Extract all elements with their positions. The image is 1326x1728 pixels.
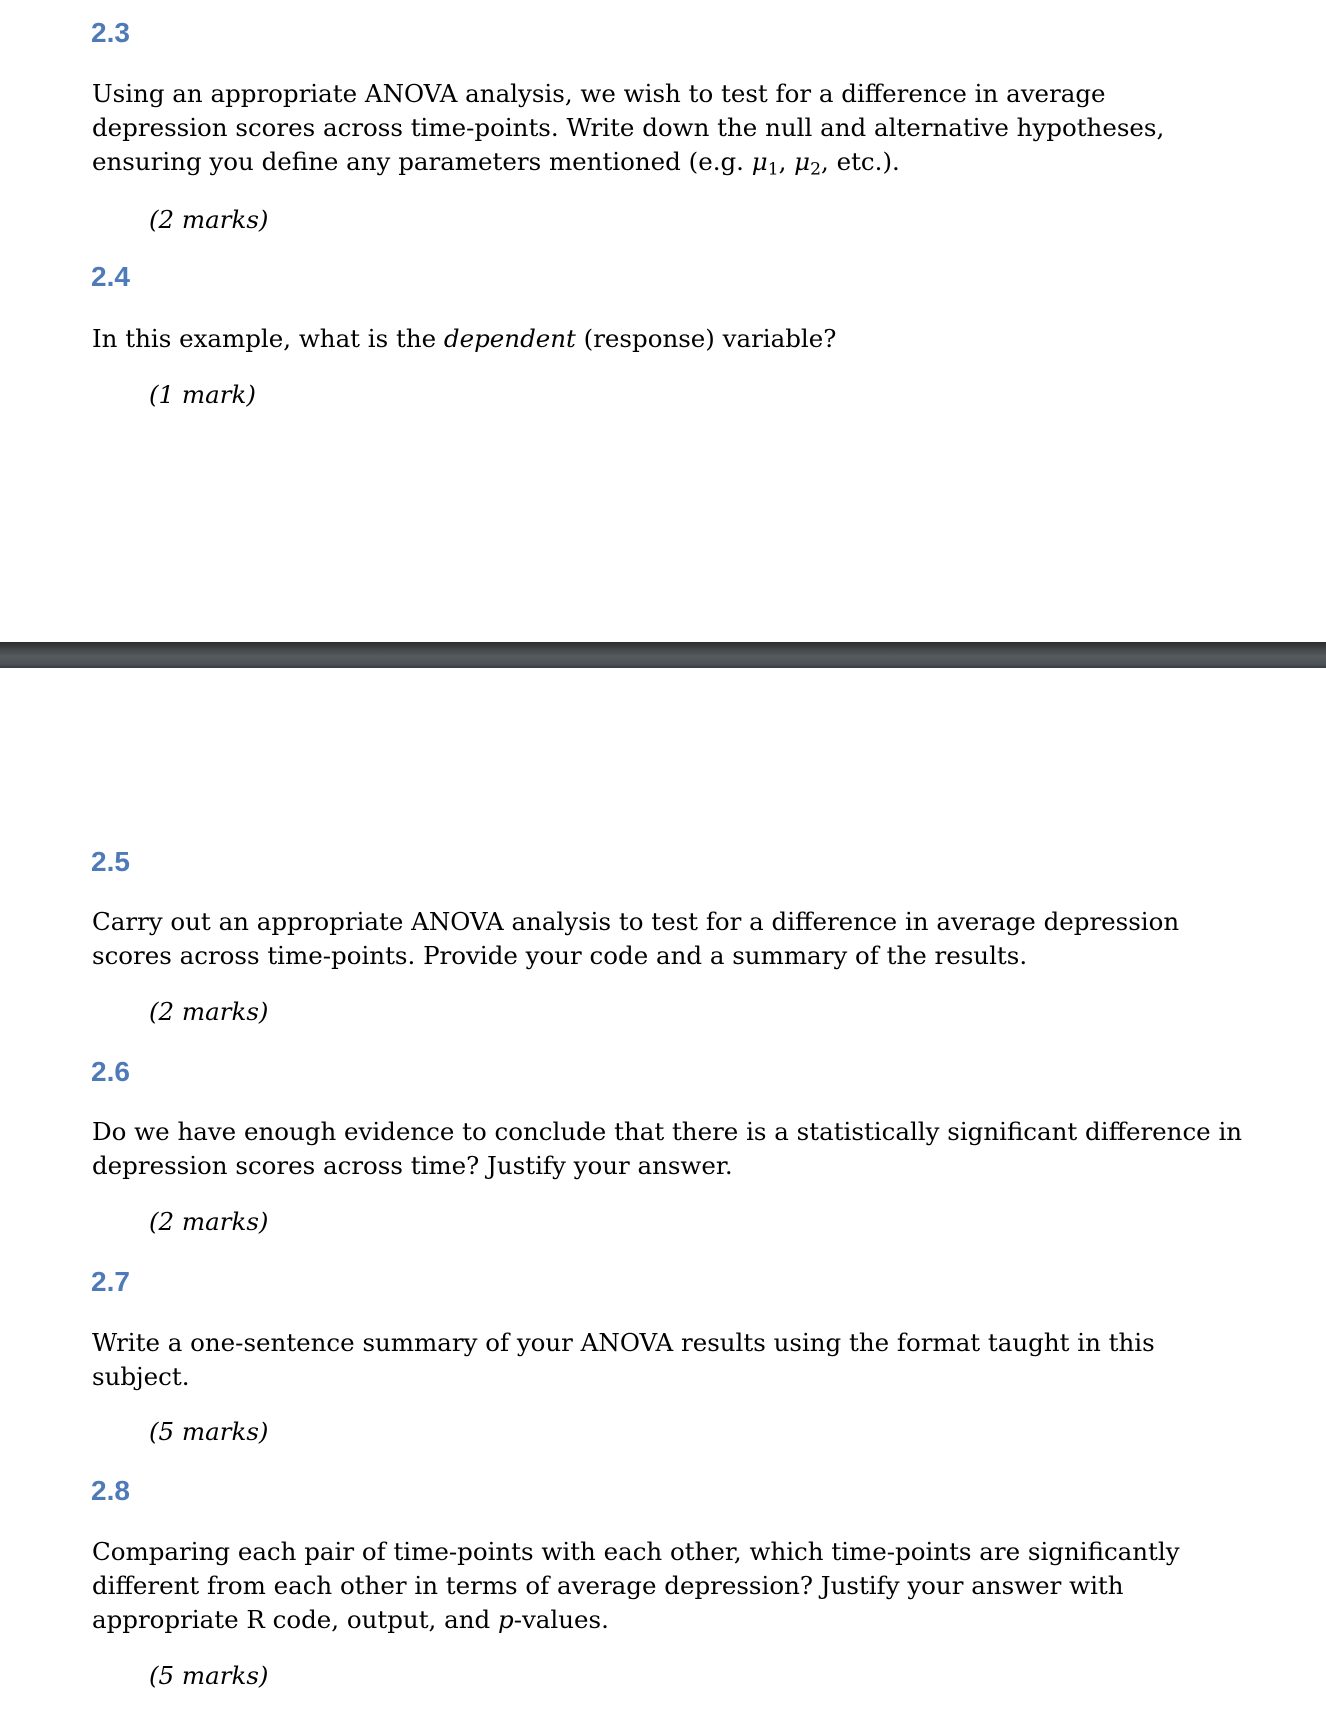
question-number-2-5: 2.5 <box>91 846 130 877</box>
text-line: Write a one-sentence summary of your ANOVA results using the format taught in this <box>92 1328 1155 1357</box>
text-line: In this example, what is the dependent (response) variable? <box>92 324 837 353</box>
question-number-2-6: 2.6 <box>91 1056 130 1087</box>
question-2-7-text <box>92 1326 1155 1394</box>
question-number-2-7: 2.7 <box>91 1266 130 1297</box>
question-2-4-text <box>92 322 836 356</box>
page-break-divider <box>0 642 1326 668</box>
text-line: ensuring you define any parameters mentioned (e.g. $\mu_1$, $\mu_2$, etc.). <box>92 147 900 180</box>
text-line: depression scores across time-points. Write down the null and alternative hypotheses, <box>92 113 1165 142</box>
math-mu-1: $\mu_1$ <box>751 147 779 180</box>
question-2-4-marks: (1 mark) <box>149 380 256 409</box>
text-line: Carry out an appropriate ANOVA analysis to test for a difference in average depression <box>92 907 1180 936</box>
math-p: p <box>498 1605 514 1634</box>
question-2-8-text <box>92 1535 1180 1637</box>
text-line: different from each other in terms of average depression? Justify your answer with <box>92 1571 1124 1600</box>
emphasis-dependent: dependent <box>443 324 576 353</box>
math-mu-2: $\mu_2$ <box>794 147 822 180</box>
text-line: depression scores across time? Justify your answer. <box>92 1151 733 1180</box>
text-line: scores across time-points. Provide your code and a summary of the results. <box>92 941 1028 970</box>
text-segment: ensuring you define any parameters mentioned (e.g. <box>92 147 752 176</box>
text-line: Do we have enough evidence to conclude that there is a statistically significant difference in <box>92 1117 1243 1146</box>
question-number-2-8: 2.8 <box>91 1475 130 1506</box>
question-2-5-text <box>92 905 1179 973</box>
question-number-2-3: 2.3 <box>91 17 130 48</box>
text-line: subject. <box>92 1362 190 1391</box>
text-segment: , etc.). <box>821 147 900 176</box>
document-page-1 <box>0 0 1326 642</box>
document-page-2 <box>0 668 1326 1728</box>
question-2-8-marks: (5 marks) <box>149 1661 269 1690</box>
text-line: Using an appropriate ANOVA analysis, we wish to test for a difference in average <box>92 79 1106 108</box>
question-2-6-text <box>92 1115 1242 1183</box>
question-number-2-4: 2.4 <box>91 261 130 292</box>
question-2-7-marks: (5 marks) <box>149 1417 269 1446</box>
question-2-6-marks: (2 marks) <box>149 1207 269 1236</box>
question-2-5-marks: (2 marks) <box>149 997 269 1026</box>
text-line: appropriate R code, output, and p-values. <box>92 1605 609 1634</box>
question-2-3-text <box>92 77 1164 186</box>
question-2-3-marks: (2 marks) <box>149 205 269 234</box>
text-line: Comparing each pair of time-points with each other, which time-points are significantly <box>92 1537 1180 1566</box>
